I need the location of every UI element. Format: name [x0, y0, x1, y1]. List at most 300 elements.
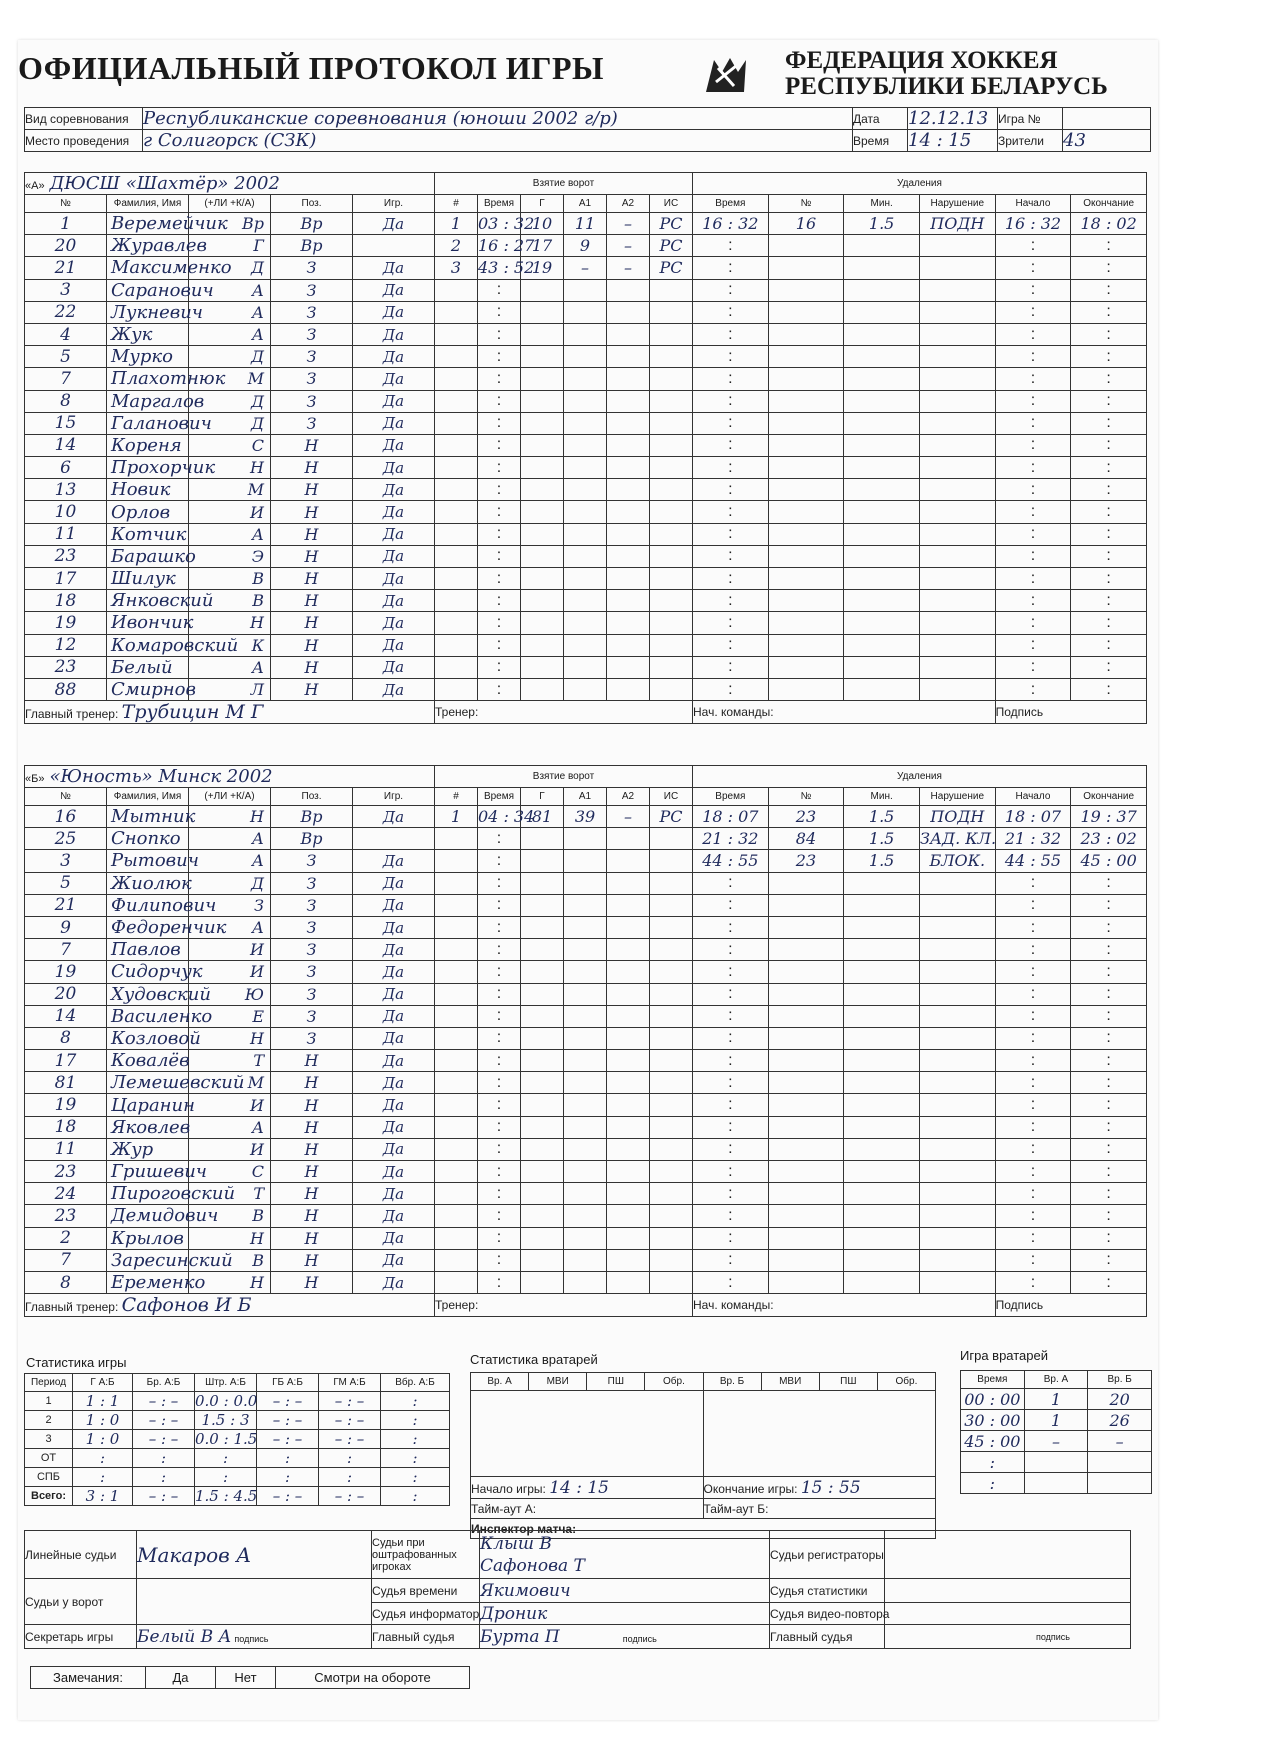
player-role: Н	[271, 612, 353, 634]
penalty-v	[919, 1027, 995, 1049]
penalty-s: :	[995, 1072, 1071, 1094]
goal-a2	[607, 545, 650, 567]
penalty-t: :	[693, 1183, 769, 1205]
penalty-s: :	[995, 545, 1071, 567]
goal-t: :	[478, 390, 521, 412]
goal-g	[521, 872, 564, 894]
penalty-t: :	[693, 1227, 769, 1249]
penalty-t: :	[693, 590, 769, 612]
chief-referee-label: Главный судья	[372, 1625, 480, 1649]
goal-t: :	[478, 894, 521, 916]
registrars-label: Судьи регистраторы	[770, 1531, 885, 1579]
player-name: Ковалёв	[107, 1050, 189, 1072]
player-role: З	[271, 257, 353, 279]
goal-n	[435, 434, 478, 456]
penalty-e: :	[1071, 301, 1147, 323]
goal-n	[435, 961, 478, 983]
stats-value: 0.0 : 0.0	[195, 1392, 258, 1410]
penalty-t: :	[693, 656, 769, 678]
penalty-t: :	[693, 1116, 769, 1138]
penalty-v: ПОДН	[919, 806, 995, 828]
player-number: 25	[25, 828, 107, 850]
notes-no[interactable]: Нет	[216, 1667, 276, 1689]
goal-a2	[607, 479, 650, 501]
goal-s	[650, 1138, 693, 1160]
player-number: 8	[25, 1271, 107, 1293]
goal-g	[521, 545, 564, 567]
penalty-s: :	[995, 1205, 1071, 1227]
player-role: Н	[271, 1094, 353, 1116]
penalty-m	[844, 939, 920, 961]
player-played: Да	[353, 916, 435, 938]
goal-g	[521, 457, 564, 479]
player-played: Да	[353, 612, 435, 634]
goal-n	[435, 1094, 478, 1116]
goal-n	[435, 1249, 478, 1271]
player-played: Да	[353, 1094, 435, 1116]
goal-a1	[564, 568, 607, 590]
goal-s	[650, 1116, 693, 1138]
penalty-e: :	[1071, 390, 1147, 412]
goal-n	[435, 279, 478, 301]
player-name: Павлов	[107, 939, 189, 961]
penalty-no	[768, 916, 844, 938]
penalty-e: :	[1071, 323, 1147, 345]
goal-g	[521, 368, 564, 390]
teamB-col-2: (+ЛИ +К/А)	[189, 788, 271, 806]
federation-line-1: ФЕДЕРАЦИЯ ХОККЕЯ	[785, 47, 1058, 74]
player-name: Смирнов	[107, 678, 189, 700]
stats-value: :	[381, 1392, 450, 1411]
stats-value: – : –	[319, 1411, 381, 1430]
goal-a2: –	[607, 257, 650, 279]
goal-n	[435, 678, 478, 700]
penalty-m	[844, 568, 920, 590]
teamA-col-4: Игр.	[353, 195, 435, 213]
gkgame-value: –	[1024, 1431, 1088, 1452]
teamA-pen-col-4: Начало	[995, 195, 1071, 213]
penalty-t: :	[693, 1050, 769, 1072]
player-number: 19	[25, 612, 107, 634]
player-position: С	[189, 1161, 271, 1183]
table-row	[25, 1138, 1147, 1160]
goal-n	[435, 1005, 478, 1027]
penalty-s: :	[995, 412, 1071, 434]
stats-value: :	[319, 1449, 381, 1468]
team-b-block	[24, 765, 1147, 1317]
player-role: Н	[271, 457, 353, 479]
player-number: 14	[25, 1005, 107, 1027]
player-position: Н	[189, 457, 271, 479]
penalty-v	[919, 1005, 995, 1027]
teamA-pen-col-1: №	[768, 195, 844, 213]
penalty-referee-2: Сафонова Т	[480, 1555, 585, 1576]
penalty-e: :	[1071, 1161, 1147, 1183]
player-played	[353, 828, 435, 850]
goal-judges-label: Судьи у ворот	[25, 1579, 137, 1625]
penalty-s: :	[995, 1227, 1071, 1249]
player-number: 6	[25, 457, 107, 479]
penalty-m	[844, 872, 920, 894]
goal-a1	[564, 1116, 607, 1138]
penalty-e: :	[1071, 678, 1147, 700]
penalty-no	[768, 1183, 844, 1205]
penalty-e: 19 : 37	[1071, 806, 1147, 828]
table-row	[961, 1452, 1152, 1473]
goal-a1	[564, 1094, 607, 1116]
player-role: Н	[271, 1050, 353, 1072]
penalty-t: 21 : 32	[693, 828, 769, 850]
player-position: В	[189, 590, 271, 612]
player-number: 7	[25, 368, 107, 390]
penalty-e: :	[1071, 1271, 1147, 1293]
gkgame-value	[1088, 1452, 1152, 1473]
penalty-s: :	[995, 916, 1071, 938]
goal-s	[650, 568, 693, 590]
table-row	[25, 634, 1147, 656]
table-row	[25, 1183, 1147, 1205]
player-role: З	[271, 916, 353, 938]
notes-yes[interactable]: Да	[146, 1667, 216, 1689]
goal-t: :	[478, 634, 521, 656]
team-a-chief-label: Нач. команды:	[693, 701, 996, 724]
table-row	[25, 1027, 1147, 1049]
goal-s	[650, 523, 693, 545]
goal-t: :	[478, 916, 521, 938]
video-judge-label: Судья видео-повтора	[770, 1603, 885, 1625]
penalty-no	[768, 457, 844, 479]
stats-period: ОТ	[25, 1449, 73, 1468]
goal-g	[521, 1161, 564, 1183]
gk-col-0: Вр. А	[471, 1373, 529, 1391]
penalty-s: :	[995, 523, 1071, 545]
penalty-no	[768, 235, 844, 257]
penalty-e: :	[1071, 1205, 1147, 1227]
goal-a2	[607, 1227, 650, 1249]
player-name: Шилук	[107, 568, 189, 590]
gk-table	[470, 1372, 936, 1539]
goal-a1	[564, 523, 607, 545]
stats-value: 1 : 1	[73, 1392, 133, 1411]
player-number: 20	[25, 983, 107, 1005]
goal-t: :	[478, 1072, 521, 1094]
chief-referee: Бурта П	[480, 1626, 560, 1647]
goal-s	[650, 1161, 693, 1183]
gkgame-value: :	[961, 1452, 1025, 1473]
player-played: Да	[353, 390, 435, 412]
penalty-v	[919, 1094, 995, 1116]
goal-s	[650, 634, 693, 656]
goal-a1	[564, 1227, 607, 1249]
goal-a1	[564, 1027, 607, 1049]
goal-s	[650, 678, 693, 700]
penalty-t: :	[693, 457, 769, 479]
player-name: Плахотнюк	[107, 368, 189, 390]
penalty-t: :	[693, 479, 769, 501]
goal-t: :	[478, 301, 521, 323]
teamB-pen-col-4: Начало	[995, 788, 1071, 806]
penalty-t: :	[693, 634, 769, 656]
stats-col-1: Г А:Б	[73, 1374, 133, 1392]
teamA-col-1: Фамилия, Имя	[107, 195, 189, 213]
goal-a1	[564, 434, 607, 456]
player-played: Да	[353, 678, 435, 700]
table-row	[25, 590, 1147, 612]
team-b-chief-label: Нач. команды:	[693, 1294, 996, 1317]
penalty-no	[768, 872, 844, 894]
penalty-m	[844, 1116, 920, 1138]
teamA-col-0: №	[25, 195, 107, 213]
player-role: З	[271, 961, 353, 983]
player-number: 23	[25, 545, 107, 567]
player-position: И	[189, 1138, 271, 1160]
goal-g	[521, 656, 564, 678]
penalty-e: :	[1071, 545, 1147, 567]
player-position: М	[189, 368, 271, 390]
penalty-t: :	[693, 872, 769, 894]
stats-col-5: ГМ А:Б	[319, 1374, 381, 1392]
penalty-e: :	[1071, 634, 1147, 656]
teamA-goal-col-5: ИС	[650, 195, 693, 213]
teamB-goal-col-1: Время	[478, 788, 521, 806]
team-b-trainer-label: Тренер:	[435, 1294, 693, 1317]
player-played: Да	[353, 523, 435, 545]
goal-t: 16 : 27	[478, 236, 535, 256]
goal-n	[435, 850, 478, 872]
goal-g	[521, 568, 564, 590]
goal-n	[435, 634, 478, 656]
penalty-v	[919, 1227, 995, 1249]
gkgame-col-2: Вр. Б	[1088, 1371, 1152, 1389]
penalty-e: :	[1071, 656, 1147, 678]
penalty-s: :	[995, 457, 1071, 479]
goal-n: 1	[435, 806, 478, 828]
stats-value: – : –	[133, 1430, 195, 1449]
stats-col-6: Вбр. А:Б	[381, 1374, 450, 1392]
secretary-cell	[137, 1625, 372, 1649]
player-role: Н	[271, 479, 353, 501]
penalty-no	[768, 301, 844, 323]
goal-s	[650, 916, 693, 938]
penalty-m	[844, 545, 920, 567]
player-played: Да	[353, 590, 435, 612]
penalty-no	[768, 501, 844, 523]
player-role: Вр	[271, 235, 353, 257]
goal-a2	[607, 850, 650, 872]
player-role: З	[271, 368, 353, 390]
goal-a1	[564, 894, 607, 916]
goal-s	[650, 612, 693, 634]
player-number: 7	[25, 939, 107, 961]
gk-title: Статистика вратарей	[470, 1352, 598, 1367]
penalty-m	[844, 678, 920, 700]
player-played: Да	[353, 213, 435, 235]
penalty-e: :	[1071, 568, 1147, 590]
goal-a2	[607, 961, 650, 983]
goal-n	[435, 457, 478, 479]
stats-value: :	[381, 1411, 450, 1430]
goal-a2	[607, 568, 650, 590]
table-row	[25, 390, 1147, 412]
header-table	[24, 107, 1151, 152]
table-row	[25, 501, 1147, 523]
player-name: Прохорчик	[107, 457, 189, 479]
gkgame-value: –	[1088, 1431, 1152, 1452]
goal-a2	[607, 1271, 650, 1293]
player-position: М	[189, 1072, 271, 1094]
penalty-v	[919, 368, 995, 390]
goal-g	[521, 828, 564, 850]
player-played: Да	[353, 346, 435, 368]
penalty-s: :	[995, 656, 1071, 678]
penalty-m	[844, 590, 920, 612]
goal-a1	[564, 1138, 607, 1160]
goal-a1	[564, 590, 607, 612]
goal-a2	[607, 323, 650, 345]
goal-n	[435, 1183, 478, 1205]
penalty-m: 1.5	[844, 828, 920, 850]
stats-value: 1.5 : 4.5	[195, 1487, 258, 1505]
penalty-m	[844, 1072, 920, 1094]
player-position: Н	[189, 612, 271, 634]
player-played: Да	[353, 983, 435, 1005]
penalty-no	[768, 257, 844, 279]
goal-n	[435, 1116, 478, 1138]
gkgame-value: :	[961, 1473, 1025, 1494]
player-role: Н	[271, 1138, 353, 1160]
penalty-s: :	[995, 612, 1071, 634]
player-played: Да	[353, 939, 435, 961]
player-played: Да	[353, 412, 435, 434]
officials-table	[24, 1530, 1131, 1649]
teamA-pen-col-5: Окончание	[1071, 195, 1147, 213]
goal-n	[435, 612, 478, 634]
goal-t: :	[478, 1027, 521, 1049]
goal-a2	[607, 412, 650, 434]
penalty-s: 18 : 07	[995, 806, 1071, 828]
player-played: Да	[353, 1249, 435, 1271]
penalty-e: :	[1071, 1249, 1147, 1271]
goal-s	[650, 872, 693, 894]
player-name: Жур	[107, 1138, 189, 1160]
goal-a2	[607, 1116, 650, 1138]
player-role: Н	[271, 656, 353, 678]
penalty-s: :	[995, 479, 1071, 501]
goal-n	[435, 1161, 478, 1183]
player-number: 13	[25, 479, 107, 501]
goal-g	[521, 612, 564, 634]
table-row	[25, 412, 1147, 434]
team-a-coach-label: Главный тренер:	[25, 707, 119, 722]
game-end: 15 : 55	[800, 1477, 861, 1498]
penalty-e: :	[1071, 1227, 1147, 1249]
player-position: И	[189, 939, 271, 961]
goal-t: :	[478, 1183, 521, 1205]
penalty-no: 23	[768, 850, 844, 872]
player-role: З	[271, 323, 353, 345]
player-position: Т	[189, 1183, 271, 1205]
goal-g	[521, 1005, 564, 1027]
notes-see-back: Смотри на обороте	[276, 1667, 470, 1689]
penalty-no	[768, 568, 844, 590]
team-a-name: ДЮСШ «Шахтёр» 2002	[49, 173, 280, 194]
goal-a1	[564, 301, 607, 323]
stats-value: – : –	[319, 1487, 381, 1506]
goal-t: :	[478, 323, 521, 345]
goal-g	[521, 1094, 564, 1116]
goal-s	[650, 1050, 693, 1072]
penalty-e: :	[1071, 1094, 1147, 1116]
player-played: Да	[353, 1027, 435, 1049]
goal-a2	[607, 590, 650, 612]
goal-n	[435, 656, 478, 678]
penalty-no	[768, 656, 844, 678]
player-name: Пироговский	[107, 1183, 189, 1205]
stats-period: 2	[25, 1411, 73, 1430]
penalty-s: :	[995, 983, 1071, 1005]
goal-s	[650, 961, 693, 983]
goal-g	[521, 1072, 564, 1094]
team-b-coach-cell	[25, 1294, 435, 1317]
stats-value: – : –	[257, 1430, 319, 1449]
gk-col-5: МВИ	[761, 1373, 819, 1391]
player-number: 17	[25, 1050, 107, 1072]
goal-a2	[607, 368, 650, 390]
penalty-m	[844, 1161, 920, 1183]
penalty-t: :	[693, 523, 769, 545]
player-name: Рытович	[107, 850, 189, 872]
goal-a1	[564, 961, 607, 983]
player-position: Е	[189, 1005, 271, 1027]
stats-value: :	[381, 1430, 450, 1449]
penalty-t: :	[693, 235, 769, 257]
goal-t: :	[478, 1271, 521, 1293]
goal-g	[521, 961, 564, 983]
goal-g	[521, 1249, 564, 1271]
penalty-e: :	[1071, 457, 1147, 479]
stats-value: :	[195, 1468, 257, 1487]
penalty-m	[844, 634, 920, 656]
player-played: Да	[353, 1271, 435, 1293]
penalty-v	[919, 1116, 995, 1138]
table-row	[25, 568, 1147, 590]
penalty-v	[919, 1072, 995, 1094]
goal-s	[650, 894, 693, 916]
goal-s	[650, 545, 693, 567]
penalty-v: ПОДН	[919, 213, 995, 235]
player-played: Да	[353, 806, 435, 828]
penalty-e: :	[1071, 961, 1147, 983]
player-name: Новик	[107, 479, 189, 501]
player-number: 18	[25, 590, 107, 612]
secretary-sign-label: подпись	[234, 1633, 269, 1644]
player-number: 24	[25, 1183, 107, 1205]
penalty-no	[768, 434, 844, 456]
gkgame-value: 20	[1088, 1389, 1152, 1410]
goal-s	[650, 501, 693, 523]
player-position: Д	[189, 257, 271, 279]
table-row	[25, 678, 1147, 700]
goal-n: 1	[435, 213, 478, 235]
player-position: А	[189, 828, 271, 850]
goal-g	[521, 1116, 564, 1138]
penalty-v	[919, 1183, 995, 1205]
penalty-m: 1.5	[844, 213, 920, 235]
game-start: 14 : 15	[549, 1477, 610, 1498]
time-value: 14 : 15	[908, 130, 998, 152]
player-number: 23	[25, 1161, 107, 1183]
penalty-v	[919, 412, 995, 434]
